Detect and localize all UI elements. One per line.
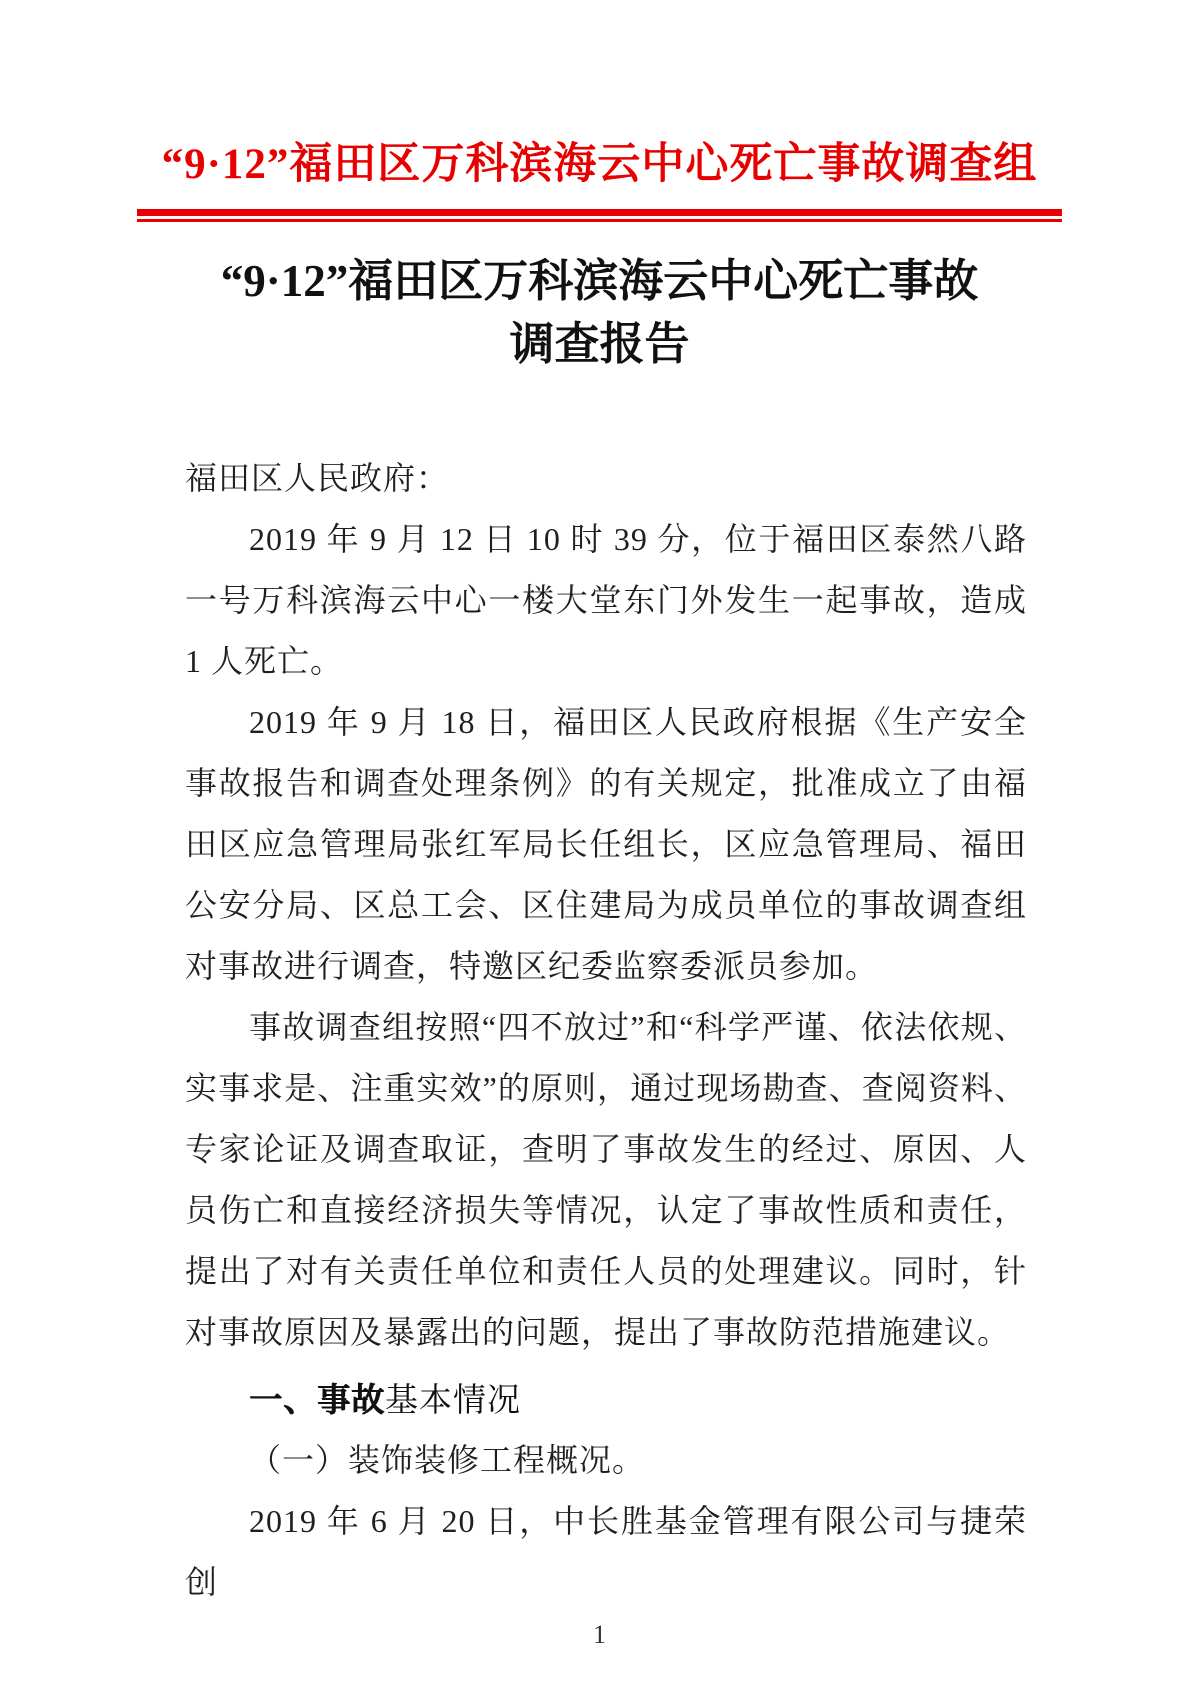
header-divider-thin-line <box>137 219 1062 222</box>
report-title <box>0 250 1199 376</box>
paragraph-investigation-team: 2019 年 9 月 18 日，福田区人民政府根据《生产安全事故报告和调查处理条例》的有关规定，批准成立了由福田区应急管理局张红军局长任组长，区应急管理局、福田公安分局、区总工会、区住建局为成员单位的事故调查组对事故进行调查，特邀区纪委监察委派员参加。 <box>185 704 1027 984</box>
salutation: 福田区人民政府： <box>185 460 450 496</box>
header-divider <box>137 209 1062 222</box>
paragraph-incident-summary: 2019 年 9 月 12 日 10 时 39 分，位于福田区泰然八路一号万科滨海云中心一楼大堂东门外发生一起事故，造成 1 人死亡。 <box>185 521 1027 679</box>
report-title-line1: “9·12”福田区万科滨海云中心死亡事故 <box>220 256 979 306</box>
header-divider-thick-line <box>137 209 1062 216</box>
paragraph-investigation-principles: 事故调查组按照“四不放过”和“科学严谨、依法依规、实事求是、注重实效”的原则，通过现场勘查、查阅资料、专家论证及调查取证，查明了事故发生的经过、原因、人员伤亡和直接经济损失等情况，认定了事故性质和责任，提出了对有关责任单位和责任人员的处理建议。同时，针对事故原因及暴露出的问题，提出了事故防范措施建议。 <box>185 1009 1027 1350</box>
section-heading-text: 基本情况 <box>385 1380 521 1419</box>
report-title-line2: 调查报告 <box>509 319 690 369</box>
red-header-banner: “9·12”福田区万科滨海云中心死亡事故调查组 <box>161 141 1038 188</box>
section-heading-basic-facts <box>185 1369 1027 1430</box>
subsection-heading-decoration-project: （一）装饰装修工程概况。 <box>249 1442 646 1478</box>
paragraph-contract-start: 2019 年 6 月 20 日，中长胜基金管理有限公司与捷荣创 <box>185 1503 1027 1600</box>
page-number: 1 <box>593 1620 606 1649</box>
section-heading-number: 一、事故 <box>249 1380 385 1419</box>
report-body <box>185 448 1027 1613</box>
